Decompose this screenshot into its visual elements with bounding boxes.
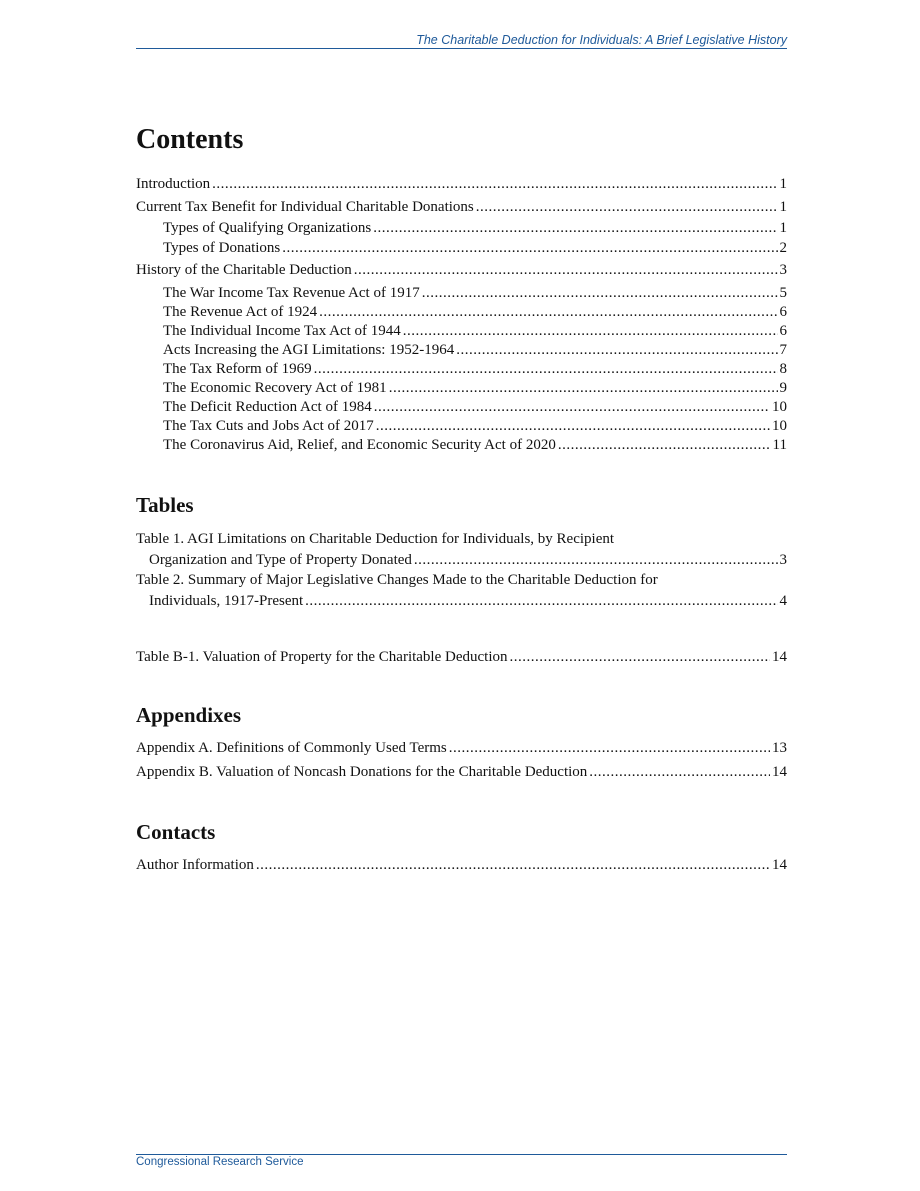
toc-entry-label: Appendix A. Definitions of Commonly Used Terms: [136, 740, 447, 756]
header-rule: [136, 48, 787, 49]
dot-leader: [305, 591, 777, 611]
toc-entry-label: The War Income Tax Revenue Act of 1917: [163, 285, 420, 301]
dot-leader: [449, 738, 770, 758]
dot-leader: [373, 218, 777, 238]
toc-entry-label: The Economic Recovery Act of 1981: [163, 380, 387, 396]
toc-entry-act-1917[interactable]: [163, 283, 787, 303]
toc-entry-act-1984[interactable]: [163, 397, 787, 417]
toc-entry-label-continued: Organization and Type of Property Donated: [149, 552, 412, 568]
dot-leader: [314, 359, 778, 379]
toc-entry-page: 14: [772, 857, 787, 873]
toc-entry-page: 3: [779, 262, 787, 278]
toc-entry-tax-reform-1969[interactable]: [163, 359, 787, 379]
toc-entry-label: Types of Donations: [163, 240, 281, 256]
dot-leader: [212, 174, 777, 194]
toc-entry-page: 2: [779, 240, 787, 256]
toc-entry-label-continued: Individuals, 1917-Present: [149, 593, 304, 609]
toc-entry-page: 6: [779, 304, 787, 320]
toc-entry-label: History of the Charitable Deduction: [136, 262, 352, 278]
dot-leader: [510, 647, 771, 667]
toc-entry-agi-limitations[interactable]: [163, 340, 787, 360]
toc-entry-page: 6: [779, 323, 787, 339]
toc-entry-table-2[interactable]: [136, 570, 787, 612]
toc-entry-label: Acts Increasing the AGI Limitations: 1952-1964: [163, 342, 455, 358]
appendixes-heading: Appendixes: [136, 703, 242, 727]
toc-entry-page: 4: [779, 593, 787, 609]
toc-entry-page: 14: [772, 649, 787, 665]
toc-entry-page: 9: [779, 380, 787, 396]
dot-leader: [282, 238, 777, 258]
dot-leader: [589, 762, 770, 782]
toc-entry-label: The Revenue Act of 1924: [163, 304, 318, 320]
appendixes-list: [136, 738, 787, 788]
toc-entry-table-1[interactable]: [136, 529, 787, 571]
toc-entry-act-2017[interactable]: [163, 416, 787, 436]
running-footer: Congressional Research Service: [136, 1156, 304, 1168]
contacts-heading: Contacts: [136, 820, 216, 844]
toc-entry-page: 1: [779, 199, 787, 215]
toc-entry-label: Introduction: [136, 176, 211, 192]
dot-leader: [422, 283, 778, 303]
dot-leader: [354, 260, 778, 280]
toc-entry-history[interactable]: [136, 260, 787, 280]
toc-entry-table-b1[interactable]: [136, 647, 787, 667]
toc-entry-page: 14: [772, 764, 787, 780]
toc-entry-page: 1: [779, 176, 787, 192]
toc-entry-act-1924[interactable]: [163, 302, 787, 322]
toc-entry-label: The Individual Income Tax Act of 1944: [163, 323, 401, 339]
dot-leader: [476, 197, 778, 217]
toc-entry-author-information[interactable]: [136, 855, 787, 875]
toc-entry-introduction[interactable]: [136, 174, 787, 194]
toc-entry-page: 1: [779, 220, 787, 236]
toc-entry-act-1944[interactable]: [163, 321, 787, 341]
toc-entry-label: The Tax Cuts and Jobs Act of 2017: [163, 418, 374, 434]
tables-heading: Tables: [136, 493, 194, 517]
toc-entry-label: Table B-1. Valuation of Property for the Charitable Deduction: [136, 649, 508, 665]
running-header: The Charitable Deduction for Individuals: A Brief Legislative History: [416, 33, 787, 47]
dot-leader: [374, 397, 770, 417]
toc-entry-label: The Tax Reform of 1969: [163, 361, 312, 377]
toc-entry-act-1981[interactable]: [163, 378, 787, 398]
toc-entry-page: 7: [779, 342, 787, 358]
toc-entry-appendix-a[interactable]: [136, 738, 787, 758]
toc-entry-cares-act-2020[interactable]: [163, 435, 787, 455]
dot-leader: [376, 416, 770, 436]
toc-entry-label: Table 1. AGI Limitations on Charitable Deduction for Individuals, by Recipient: [136, 531, 615, 547]
contents-list: [136, 174, 787, 464]
toc-entry-appendix-b[interactable]: [136, 762, 787, 782]
toc-entry-page: 3: [779, 552, 787, 568]
dot-leader: [319, 302, 777, 322]
toc-entry-current-tax-benefit[interactable]: [136, 197, 787, 217]
toc-entry-page: 8: [779, 361, 787, 377]
toc-entry-qualifying-organizations[interactable]: [163, 218, 787, 238]
dot-leader: [414, 550, 778, 570]
dot-leader: [456, 340, 777, 360]
toc-entry-label: The Coronavirus Aid, Relief, and Economic Security Act of 2020: [163, 437, 556, 453]
contents-heading: Contents: [136, 124, 244, 155]
toc-entry-page: 11: [772, 437, 787, 453]
dot-leader: [256, 855, 770, 875]
toc-entry-page: 5: [779, 285, 787, 301]
toc-entry-label: Appendix B. Valuation of Noncash Donations for the Charitable Deduction: [136, 764, 588, 780]
dot-leader: [403, 321, 778, 341]
tables-list: [136, 529, 787, 669]
toc-entry-label: Author Information: [136, 857, 254, 873]
toc-entry-types-of-donations[interactable]: [163, 238, 787, 258]
contacts-list: [136, 855, 787, 879]
toc-entry-label: The Deficit Reduction Act of 1984: [163, 399, 372, 415]
toc-entry-label: Table 2. Summary of Major Legislative Changes Made to the Charitable Deduction for: [136, 572, 658, 588]
dot-leader: [389, 378, 778, 398]
toc-entry-page: 10: [772, 399, 787, 415]
dot-leader: [558, 435, 771, 455]
toc-entry-label: Current Tax Benefit for Individual Charitable Donations: [136, 199, 474, 215]
footer-rule: [136, 1154, 787, 1155]
toc-entry-page: 10: [772, 418, 787, 434]
toc-entry-page: 13: [772, 740, 787, 756]
toc-entry-label: Types of Qualifying Organizations: [163, 220, 372, 236]
